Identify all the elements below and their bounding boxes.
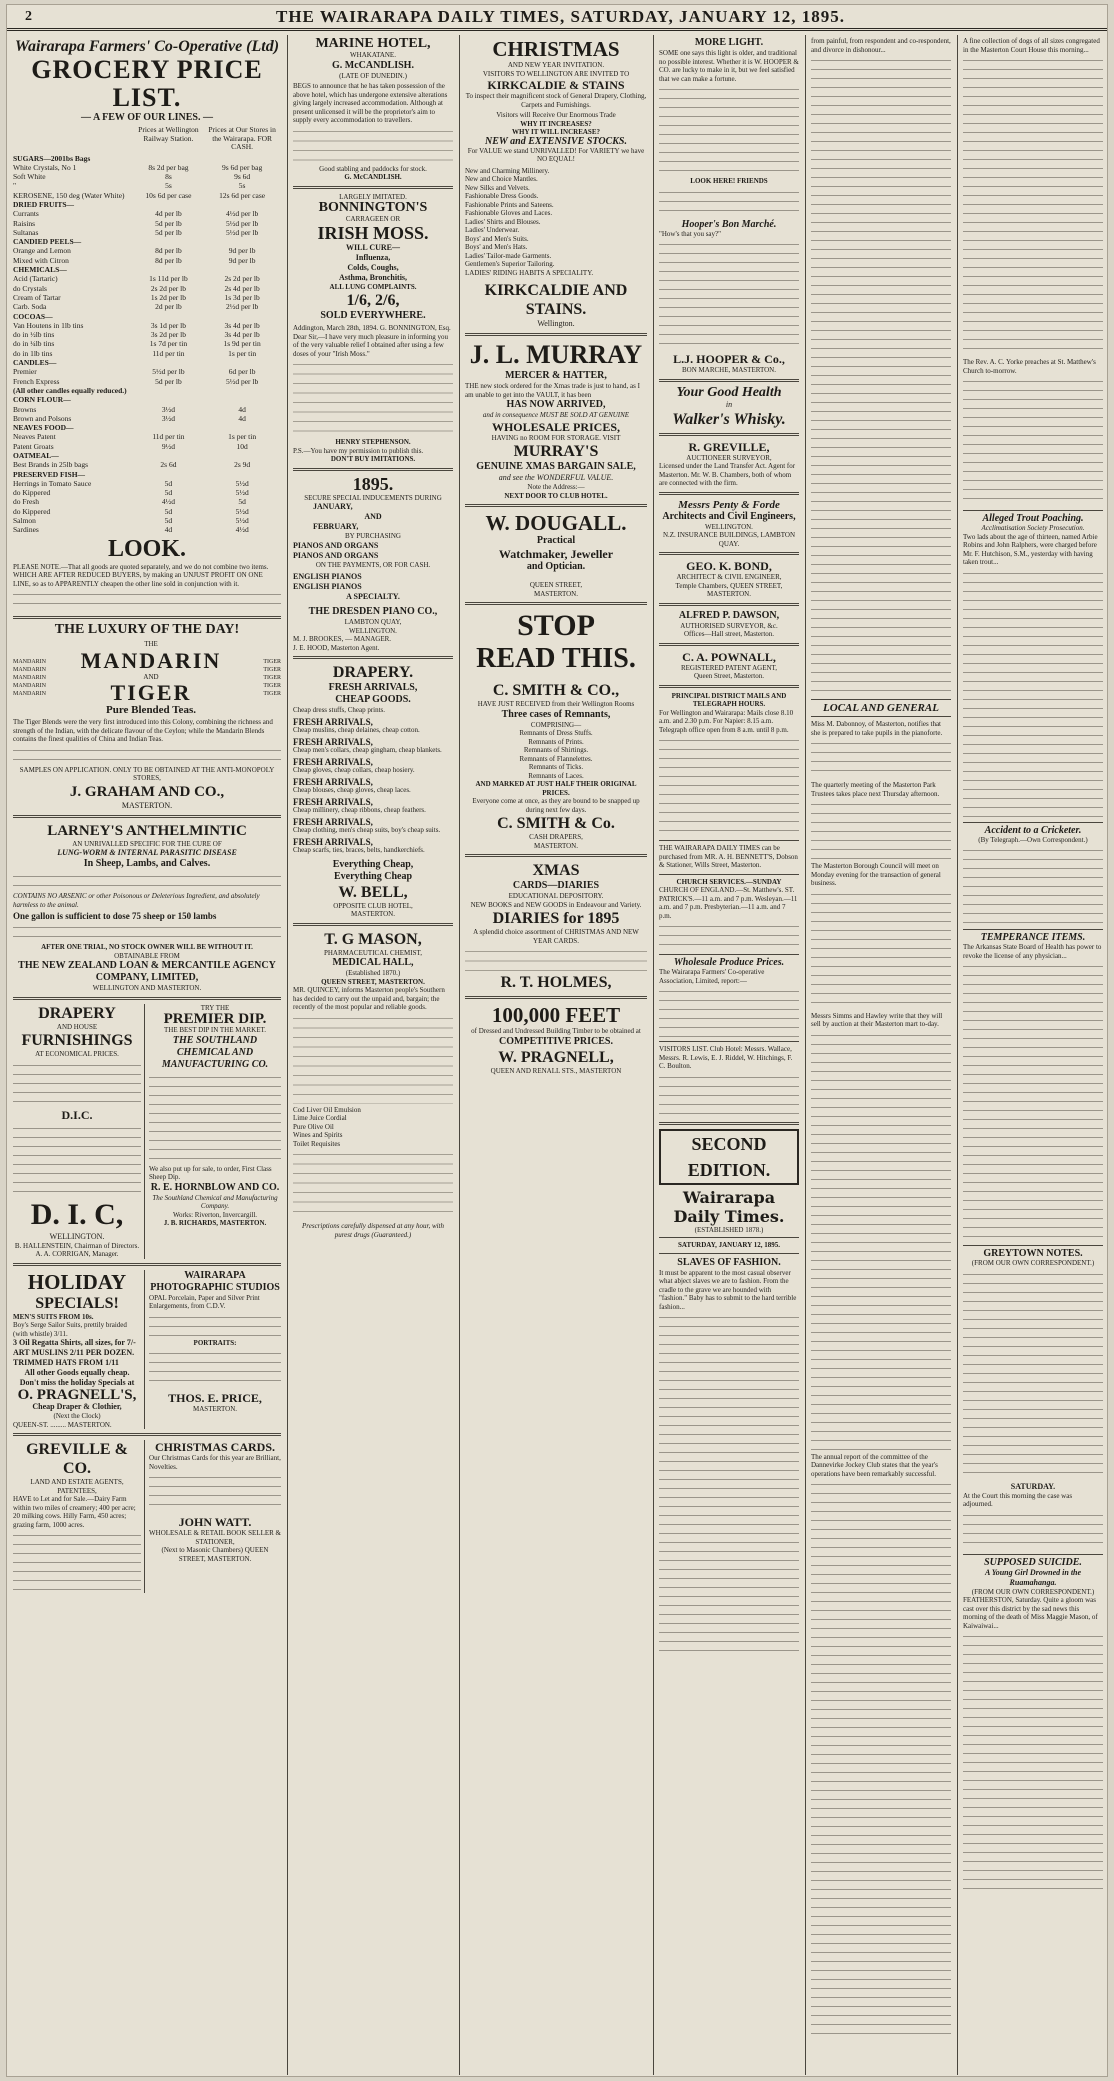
list-item: FRESH ARRIVALS,	[293, 716, 373, 727]
list-item: FRESH ARRIVALS,	[293, 796, 373, 807]
column-rule	[653, 35, 654, 2075]
list-item: Cheap muslins, cheap delaines, cheap cotton.	[293, 726, 420, 734]
price-row: PRESERVED FISH—	[13, 469, 86, 479]
hooper-advert: MORE LIGHT. SOME one says this light is older, and traditional no possible interest. Whether it is W. HOOPER & CO. are lucky to make in it, but we feel satisfied that we can make a fortune. LOOK HERE! FRIENDS Hooper's Bon Marché. "How's that you say?" L.J. HOOPER & Co., BON MARCHE, MASTERTON.	[659, 37, 799, 374]
column-rule	[805, 35, 806, 2075]
price-row: SUGARS—2001bs Bags	[13, 153, 91, 163]
list-item: Boys' and Men's Hats.	[465, 243, 528, 251]
price-row: CANDLES—	[13, 358, 57, 368]
pragnell-timber-advert: 100,000 FEET of Dressed and Undressed Building Timber to be obtained at COMPETITIVE PRICES. W. PRAGNELL, QUEEN AND RENALL STS., MASTERTON	[471, 1003, 641, 1075]
holmes-advert: XMAS CARDS—DIARIES EDUCATIONAL DEPOSITORY. NEW BOOKS and NEW GOODS in Endeavour and Variety. DIARIES for 1895 A splendid choice assortment of CHRISTMAS AND NEW YEAR CARDS. R. T. HOLMES,	[465, 861, 647, 992]
list-item: FRESH ARRIVALS,	[293, 776, 373, 787]
list-item: Remnants of Flannelettes.	[519, 754, 593, 763]
chemist-advert: T. G MASON, PHARMACEUTICAL CHEMIST, MEDICAL HALL, (Established 1870.) QUEEN STREET, MASTERTON. MR. QUINCEY, informs Masterton people's Southern has decided to carry out the unpaid and, bargain; the recently of the most popular and reliable goods. Cod Liver Oil Emulsion Lime Juice Cordial Pure Olive Oil Wines and Spirits Toilet Requisites Prescriptions carefully dispensed at any hour, with purest drugs (Guaranteed.)	[293, 930, 453, 1240]
bell-drapery-advert: DRAPERY. FRESH ARRIVALS, CHEAP GOODS. Cheap dress stuffs, Cheap prints. FRESH ARRIVALS, Cheap muslins, cheap delaines, cheap cotton. FRESH ARRIVALS, Cheap men's collars, cheap gingham, cheap blankets. FRESH ARRIVALS, Cheap gloves, cheap collars, cheap hosiery. FRESH ARRIVALS, Cheap blouses, cheap gloves, cheap laces. FRESH ARRIVALS, Cheap millinery, cheap ribbons, cheap feathers. FRESH ARRIVALS, Cheap clothing, men's cheap suits, boy's cheap suits. FRESH ARRIVALS, Cheap scarfs, ties, braces, belts, handkerchiefs. Everything Cheap, Everything Cheap W. BELL, OPPOSITE CLUB HOTEL, MASTERTON.	[293, 663, 453, 919]
price-row: CORN FLOUR—	[13, 395, 71, 405]
price-row: Neaves Patent 11d per tin 1s per tin	[13, 432, 257, 442]
price-row: do in 1lb tins 11d per tin 1s per tin	[13, 348, 257, 358]
column-6: A fine collection of dogs of all sizes congregated in the Masterton Court House this morning... The Rev. A. C. Yorke preaches at St. Matthew's Church to-morrow. Alleged Trout Poaching. Acclimatisation Society Prosecution. Two lads about the age of thirteen, named Arbie Robins and John Ralphers, were charged before Mr. F. Hutchison, S.M., yesterday with having taken trout... Accident to a Cricketer. (By Telegraph.—Own Correspondent.) TEMPERANCE ITEMS. The Arkansas State Board of Health has power to revoke the license of any physician... GREYTOWN NOTES. (FROM OUR OWN CORRESPONDENT.) SATURDAY. At the Court this morning the case was adjourned. SUPPOSED SUICIDE. A Young Girl Drowned in the Ruamahanga. (FROM OUR OWN CORRESPONDENT.) FEATHERSTON, Saturday. Quite a gloom was cast over this district by the sad news this morning of the death of Miss Maggie Mason, of Kaiwaiwai...	[959, 35, 1107, 2075]
list-item: Ladies' Shirts and Blouses.	[465, 217, 541, 226]
anthelmintic-advert: LARNEY'S ANTHELMINTIC AN UNRIVALLED SPECIFIC FOR THE CURE OF LUNG-WORM & INTERNAL PARASITIC DISEASE In Sheep, Lambs, and Calves. CONTAINS NO ARSENIC or other Poisonous or Deleterious Ingredient, and absolutely harmless to the animal. One gallon is sufficient to dose 75 sheep or 150 lambs AFTER ONE TRIAL, NO STOCK OWNER WILL BE WITHOUT IT. OBTAINABLE FROM THE NEW ZEALAND LOAN & MERCANTILE AGENCY COMPANY, LIMITED, WELLINGTON AND MASTERTON.	[13, 822, 281, 993]
price-list	[13, 154, 281, 535]
advert-note: PLEASE NOTE.—That all goods are quoted separately, and we do not combine two items. WHICH ARE AFTER REDUCED BUYERS, by making an UNJUST PROFIT ON ONE LINE, so as to APPARENTLY cheapen the other line sold in conjunction with it.	[13, 562, 269, 588]
price-row: do Kippered 5d 5½d	[13, 506, 249, 516]
smith-remnants-advert: STOP READ THIS. C. SMITH & CO., HAVE JUST RECEIVED from their Wellington Rooms Three cases of Remnants, COMPRISING— Remnants of Dress Stuffs. Remnants of Prints. Remnants of Shirtings. Remnants of Flannelettes. Remnants of Ticks. Remnants of Laces. AND MARKED AT JUST HALF THEIR ORIGINAL PRICES. Everyone come at once, as they are bound to be snapped up during next few days. C. SMITH & Co. CASH DRAPERS, MASTERTON.	[465, 609, 647, 850]
tea-headline: THE LUXURY OF THE DAY!	[54, 622, 240, 638]
irish-moss-advert: LARGELY IMITATED. BONNINGTON'S CARRAGEEN OR IRISH MOSS. WILL CURE— Influenza, Colds, Coughs, Asthma, Bronchitis, ALL LUNG COMPLAINTS. 1/6, 2/6, SOLD EVERYWHERE. Addington, March 28th, 1894. G. BONNINGTON, Esq. Dear Sir,—I have very much pleasure in informing you of the very valuable relief I obtained after using a few doses of your "Irish Moss." HENRY STEPHENSON. P.S.—You have my permission to publish this. DON'T BUY IMITATIONS.	[293, 193, 453, 464]
price-row: CANDIED PEELS—	[13, 237, 82, 247]
price-row: " 5s 5s	[13, 181, 246, 191]
price-row: Premier 5½d per lb 6d per lb	[13, 367, 256, 377]
list-item: Cheap dress stuffs, Cheap prints.	[293, 706, 386, 714]
penty-forde-advert: Messrs Penty & Forde Architects and Civil Engineers, WELLINGTON. N.Z. INSURANCE BUILDINGS, LAMBTON QUAY.	[662, 498, 796, 548]
look-heading: LOOK.	[107, 535, 186, 562]
holiday-specials-advert: HOLIDAY SPECIALS! MEN'S SUITS FROM 10s. Boy's Serge Sailor Suits, prettily braided (with whistle) 3/11. 3 Oil Regatta Shirts, all sizes, for 7/- ART MUSLINS 2/11 PER DOZEN. TRIMMED HATS FROM 1/11 All other Goods equally cheap. Don't miss the holiday Specials at O. PRAGNELL'S, Cheap Draper & Clothier, (Next the Clock) QUEEN-ST. ......... MASTERTON.	[13, 1270, 145, 1430]
list-item: Cheap millinery, cheap ribbons, cheap feathers.	[293, 806, 426, 814]
price-row: do in ¼lb tins 1s 7d per tin 1s 9d per tin	[13, 339, 261, 349]
tea-brand-mandarin: MANDARIN	[80, 647, 222, 673]
list-item: New Silks and Velvets.	[465, 183, 530, 192]
section-heading: SUPPOSED SUICIDE.	[984, 1556, 1082, 1568]
price-row: do Kippered 5d 5½d	[13, 488, 249, 498]
list-item: Gentlemen's Superior Tailoring.	[465, 260, 555, 268]
price-row: CHEMICALS—	[13, 265, 67, 275]
tea-seller: J. GRAHAM AND CO.,	[69, 783, 225, 800]
price-row: Currants 4d per lb 4½d per lb	[13, 209, 259, 219]
drapery-list	[293, 706, 453, 855]
column-2	[289, 35, 457, 2075]
pownall-advert: C. A. POWNALL, REGISTERED PATENT AGENT, Queen Street, Masterton.	[680, 649, 778, 680]
christmas-cards-advert: CHRISTMAS CARDS. Our Christmas Cards for this year are Brilliant, Novelties. JOHN WATT. WHOLESALE & RETAIL BOOK SELLER & STATIONER, (Next to Masonic Chambers) QUEEN STREET, MASTERTON.	[149, 1440, 282, 1563]
mails-notice: PRINCIPAL DISTRICT MAILS AND TELEGRAPH HOURS. For Wellington and Wairarapa: Mails close 8.10 a.m. and 2.30 p.m. For Napier: 8.15 a.m. Telegraph office open from 8 a.m. until 8 p.m.	[659, 692, 799, 837]
list-item: Remnants of Shirtings.	[523, 746, 589, 754]
price-row: Herrings in Tomato Sauce 5d 5½d	[13, 478, 249, 488]
kirkcaldie-advert: CHRISTMAS AND NEW YEAR INVITATION. VISITORS TO WELLINGTON ARE INVITED TO KIRKCALDIE & STAINS To inspect their magnificent stock of General Drapery, Clothing, Carpets and Furnishings. Visitors will Receive Our Enormous Trade WHY IT INCREASES? WHY IT WILL INCREASE? NEW and EXTENSIVE STOCKS. For VALUE we stand UNRIVALLED! For VARIETY we have NO EQUAL! New and Charming Millinery. New and Choice Mantles. New Silks and Velvets. Fashionable Dress Goods. Fashionable Prints and Sateens. Fashionable Gloves and Laces. Ladies' Shirts and Blouses. Ladies' Underwear. Boys' and Men's Suits. Boys' and Men's Hats. Ladies' Tailor-made Garments. Gentlemen's Superior Tailoring. LADIES' RIDING HABITS A SPECIALITY. KIRKCALDIE AND STAINS. Wellington.	[465, 37, 647, 328]
list-item: New and Charming Millinery.	[465, 166, 550, 175]
price-row: Best Brands in 25lb bags 2s 6d 2s 9d	[13, 460, 251, 470]
price-row: Brown and Polsons 3½d 4d	[13, 413, 246, 423]
list-item: FRESH ARRIVALS,	[293, 736, 373, 747]
column-rule	[459, 35, 460, 2075]
price-row: Raisins 5d per lb 5½d per lb	[13, 218, 259, 228]
bond-advert: GEO. K. BOND, ARCHITECT & CIVIL ENGINEER, Temple Chambers, QUEEN STREET, MASTERTON.	[675, 559, 783, 598]
column-3	[461, 35, 651, 2075]
tea-advert: THE LUXURY OF THE DAY! MANDARIN MANDARIN MANDARIN MANDARIN MANDARIN THE MANDARIN AND TIGER Pure Blended Teas. TIGER TIGER TIGER TIGER TIGER The Tiger Blends were the very first introduced into this Colony, combining the richness and strength of the Indian, with the delicate flavour of the Ceylon; while the Mandarin Blends contains the finest qualities of China and Indian Teas. SAMPLES ON APPLICATION. ONLY TO BE OBTAINED AT THE ANTI-MONOPOLY STORES, J. GRAHAM AND CO., MASTERTON.	[13, 622, 281, 810]
editorial-section: SECOND EDITION. Wairarapa Daily Times. (ESTABLISHED 1878.) SATURDAY, JANUARY 12, 1895. SLAVES OF FASHION. It must be apparent to the most casual observer what abject slaves we are to fashion. From the cradle to the grave we are hounded with "fashion." Baby has to submit to the hard terrible fashion...	[659, 1129, 799, 1654]
dawson-advert: ALFRED P. DAWSON, AUTHORISED SURVEYOR, &c. Offices—Hall street, Masterton.	[678, 609, 780, 638]
list-item: LADIES' RIDING HABITS A SPECIALITY.	[465, 268, 594, 277]
list-item: FRESH ARRIVALS,	[293, 756, 373, 767]
dic-logo: D. I. C,	[30, 1197, 124, 1231]
list-item: Fashionable Gloves and Laces.	[465, 209, 553, 217]
price-row: Soft White 8s 9s 6d	[13, 172, 251, 182]
list-item: Cheap blouses, cheap gloves, cheap laces.	[293, 786, 411, 794]
department-list	[465, 167, 647, 278]
price-row: Carb. Soda 2d per lb 2½d per lb	[13, 302, 259, 312]
masthead-title: THE WAIRARAPA DAILY TIMES, SATURDAY, JANUARY 12, 1895.	[275, 6, 845, 26]
list-item: Boys' and Men's Suits.	[465, 234, 529, 243]
greville-advert: R. GREVILLE, AUCTIONEER SURVEYOR, Licensed under the Land Transfer Act. Agent for Masterton. Mr. W. B. Chambers, both of whom are connected with the firm.	[659, 439, 796, 487]
list-item: Cheap clothing, men's cheap suits, boy's cheap suits.	[293, 826, 441, 834]
price-row: NEAVES FOOD—	[13, 423, 74, 433]
price-row: Browns 3½d 4d	[13, 404, 246, 414]
list-item: Remnants of Laces.	[528, 771, 584, 780]
column-rule	[287, 35, 288, 2075]
price-row: OATMEAL—	[13, 451, 59, 460]
marine-hotel-advert: MARINE HOTEL, WHAKATANE. G. McCANDLISH. (LATE OF DUNEDIN.) BEGS to announce that he has taken possession of the above hotel, which has undergone extensive alterations giving largely increased accommodation. Although at present unlicensed it will be the proprietor's aim to supply every accommodation to travellers. Good stabling and paddocks for stock. G. McCANDLISH.	[293, 37, 453, 182]
land-agent-advert: GREVILLE & CO. LAND AND ESTATE AGENTS, PATENTEES, HAVE to Let and for Sale.—Dairy Farm within two miles of creamery; 400 per acre; 20 milking cows. Hilly Farm, 450 acres; grazing farm, 1000 acres.	[13, 1440, 145, 1593]
section-heading: TEMPERANCE ITEMS.	[980, 932, 1086, 943]
list-item: FRESH ARRIVALS,	[293, 836, 373, 847]
price-row: Acid (Tartaric) 1s 11d per lb 2s 2d per lb	[13, 274, 260, 284]
price-row: Cream of Tartar 1s 2d per lb 1s 3d per lb	[13, 292, 260, 302]
grocery-advert	[13, 37, 281, 612]
dougall-advert: W. DOUGALL. Practical Watchmaker, Jeweller and Optician. QUEEN STREET, MASTERTON.	[485, 511, 627, 598]
photo-studio-advert: WAIRARAPA PHOTOGRAPHIC STUDIOS OPAL Porcelain, Paper and Silver Print Enlargements, from C.D.V. PORTRAITS: THOS. E. PRICE, MASTERTON.	[149, 1269, 280, 1414]
masthead	[7, 5, 1107, 31]
murray-advert: J. L. MURRAY MERCER & HATTER, THE new stock ordered for the Xmas trade is just to hand, as I am unable to get into the VAULT, it has been HAS NOW ARRIVED, and in consequence MUST BE SOLD AT GENUINE WHOLESALE PRICES, HAVING no ROOM FOR STORAGE. VISIT MURRAY'S GENUINE XMAS BARGAIN SALE, and see the WONDERFUL VALUE. Note the Address:— NEXT DOOR TO CLUB HOTEL.	[465, 340, 643, 500]
price-row: Sardines 4d 4½d	[13, 525, 249, 535]
column-rule	[957, 35, 958, 2075]
tea-brand-tiger: TIGER	[110, 680, 192, 706]
list-item: Remnants of Dress Stuffs.	[519, 729, 593, 737]
section-heading: Accident to a Cricketer.	[984, 824, 1082, 836]
price-row: Mixed with Citron 8d per lb 9d per lb	[13, 255, 256, 265]
list-item: Remnants of Ticks.	[528, 763, 584, 771]
price-row: Patent Groats 9½d 10d	[13, 441, 248, 451]
price-row: White Crystals, No 1 8s 2d per bag 9s 6d per bag	[13, 162, 263, 172]
whisky-advert: Your Good Health in Walker's Whisky.	[672, 384, 786, 428]
advert-title: GROCERY PRICE LIST.	[31, 55, 263, 112]
advert-subtitle: — A FEW OF OUR LINES. —	[81, 112, 213, 123]
list-item: New and Choice Mantles.	[465, 175, 538, 183]
list-item: Ladies' Underwear.	[465, 226, 520, 234]
newspaper-page	[6, 4, 1108, 2077]
page-number: 2	[25, 8, 32, 24]
church-services: CHURCH SERVICES.—SUNDAY CHURCH OF ENGLAND.—St. Matthew's. ST. PATRICK'S.—11 a.m. and 7 p.m. Wesleyan.—11 a.m. and 7 p.m. Presbyterian.—11 a.m. and 7 p.m.	[659, 878, 799, 951]
list-item: Fashionable Dress Goods.	[465, 192, 539, 200]
dresden-piano-advert: 1895. SECURE SPECIAL INDUCEMENTS DURING JANUARY, AND FEBRUARY, BY PURCHASING PIANOS AND ORGANS PIANOS AND ORGANS ON THE PAYMENTS, OR FOR CASH. ENGLISH PIANOS ENGLISH PIANOS A SPECIALTY. THE DRESDEN PIANO CO., LAMBTON QUAY, WELLINGTON. M. J. BROOKES, — MANAGER. J. E. HOOD, Masterton Agent.	[293, 473, 442, 652]
price-row: DRIED FRUITS—	[13, 199, 75, 209]
price-row: do Fresh 4½d 5d	[13, 497, 246, 507]
list-item: Cheap gloves, cheap collars, cheap hosiery.	[293, 766, 415, 774]
price-row: do in ½lb tins 3s 2d per lb 3s 4d per lb	[13, 330, 260, 340]
dic-advert: DRAPERY AND HOUSE FURNISHINGS AT ECONOMICAL PRICES. D.I.C. D. I. C, WELLINGTON. B. HALLENSTEIN, Chairman of Directors. A. A. CORRIGAN, Manager.	[13, 1004, 145, 1259]
list-item: Remnants of Prints.	[528, 737, 584, 746]
list-item: Ladies' Tailor-made Garments.	[465, 251, 552, 260]
produce-prices: Wholesale Produce Prices. The Wairarapa Farmers' Co-operative Association, Limited, report:—	[659, 958, 799, 1037]
column-5: from painful, from respondent and co-respondent, and divorce in dishonour... LOCAL AND GENERAL Miss M. Dabonnoy, of Masterton, notifies that she is prepared to take pupils in the pianoforte. The quarterly meeting of the Masterton Park Trustees takes place next Thursday afternoon. The Masterton Borough Council will meet on Monday evening for the transaction of general business. Messrs Simms and Hawley write that they will sell by auction at their Masterton mart to-day. The annual report of the committee of the Dannevirke Jockey Club states that the year's operations have been remarkably successful.	[807, 35, 955, 2075]
list-item: Cheap men's collars, cheap gingham, cheap blankets.	[293, 746, 442, 754]
price-column-heads: Prices at Wellington Railway Station. Prices at Our Stores in the Wairarapa. FOR CASH.	[138, 125, 276, 151]
section-heading: Alleged Trout Poaching.	[982, 513, 1084, 524]
section-heading: LOCAL AND GENERAL	[823, 702, 939, 714]
price-row: French Express 5d per lb 5½d per lb	[13, 376, 259, 386]
advert-header: Wairarapa Farmers' Co-Operative (Ltd)	[14, 38, 280, 55]
price-row: Salmon 5d 5½d	[13, 516, 249, 526]
price-row: do Crystals 2s 2d per lb 2s 4d per lb	[13, 283, 260, 293]
price-row: COCOAS—	[13, 311, 53, 321]
price-row: KEROSENE, 150 deg (Water White) 10s 6d per case 12s 6d per case	[13, 190, 266, 200]
section-heading: SATURDAY.	[1010, 1481, 1056, 1491]
list-item: Cheap scarfs, ties, braces, belts, handkerchiefs.	[293, 846, 425, 854]
column-1	[9, 35, 285, 2075]
price-row: Orange and Lemon 8d per lb 9d per lb	[13, 246, 256, 256]
list-item: Fashionable Prints and Sateens.	[465, 200, 554, 209]
sheep-dip-advert: TRY THE PREMIER DIP. THE BEST DIP IN THE MARKET. THE SOUTHLAND CHEMICAL AND MANUFACTURING CO. We also put up for sale, to order, First Class Sheep Dip. R. E. HORNBLOW AND CO. The Southland Chemical and Manufacturing Company. Works: Riverton, Invercargill. J. B. RICHARDS, MASTERTON.	[149, 1003, 280, 1228]
list-item: FRESH ARRIVALS,	[293, 816, 373, 827]
visitors-list: VISITORS LIST. Club Hotel: Messrs. Wallace, Messrs. R. Lewis, E. J. Riddel, W. Hitchings, F. C. Boulton.	[659, 1045, 799, 1118]
column-4: MORE LIGHT. SOME one says this light is older, and traditional no possible interest. Whether it is W. HOOPER & CO. are lucky to make in it, but we feel satisfied that we can make a fortune. LOOK HERE! FRIENDS Hooper's Bon Marché. "How's that you say?" L.J. HOOPER & Co., BON MARCHE, MASTERTON. Your Good Health in Walker's Whisky. R. GREVILLE, AUCTIONEER SURVEYOR, Licensed under the Land Transfer Act. Agent for Masterton. Mr. W. B. Chambers, both of whom are connected with the firm. Messrs Penty & Forde Architects and Civil Engineers, WELLINGTON. N.Z. INSURANCE BUILDINGS, LAMBTON QUAY. GEO. K. BOND, ARCHITECT & CIVIL ENGINEER, Temple Chambers, QUEEN STREET, MASTERTON. ALFRED P. DAWSON, AUTHORISED SURVEYOR, &c. Offices—Hall street, Masterton. C. A. POWNALL, REGISTERED PATENT AGENT, Queen Street, Masterton. PRINCIPAL DISTRICT MAILS AND TELEGRAPH HOURS. For Wellington and Wairarapa: Mails close 8.10 a.m. and 2.30 p.m. For Napier: 8.15 a.m. Telegraph office open from 8 a.m. until 8 p.m. THE WAIRARAPA DAILY TIMES can be purchased from MR. A. H. BENNETT'S, Dobson & Stationer, Wills Street, Masterton. CHURCH SERVICES.—SUNDAY CHURCH OF ENGLAND.—St. Matthew's. ST. PATRICK'S.—11 a.m. and 7 p.m. Wesleyan.—11 a.m. and 7 p.m. Presbyterian.—11 a.m. and 7 p.m. Wholesale Produce Prices. The Wairarapa Farmers' Co-operative Association, Limited, report:— VISITORS LIST. Club Hotel: Messrs. Wallace, Messrs. R. Lewis, E. J. Riddel, W. Hitchings, F. C. Boulton. SECOND EDITION. Wairarapa Daily Times. (ESTABLISHED 1878.) SATURDAY, JANUARY 12, 1895. SLAVES OF FASHION. It must be apparent to the most casual observer what abject slaves we are to fashion. From the cradle to the grave we are hounded with "fashion." Baby has to submit to the hard terrible fashion...	[655, 35, 803, 2075]
remnant-list	[465, 729, 647, 780]
price-row: Sultanas 5d per lb 5½d per lb	[13, 227, 259, 237]
price-row: Van Houtens in 1lb tins 3s 1d per lb 3s 4d per lb	[13, 320, 260, 330]
price-row: (All other candles equally reduced.)	[13, 385, 127, 395]
section-heading: GREYTOWN NOTES.	[983, 1248, 1083, 1259]
